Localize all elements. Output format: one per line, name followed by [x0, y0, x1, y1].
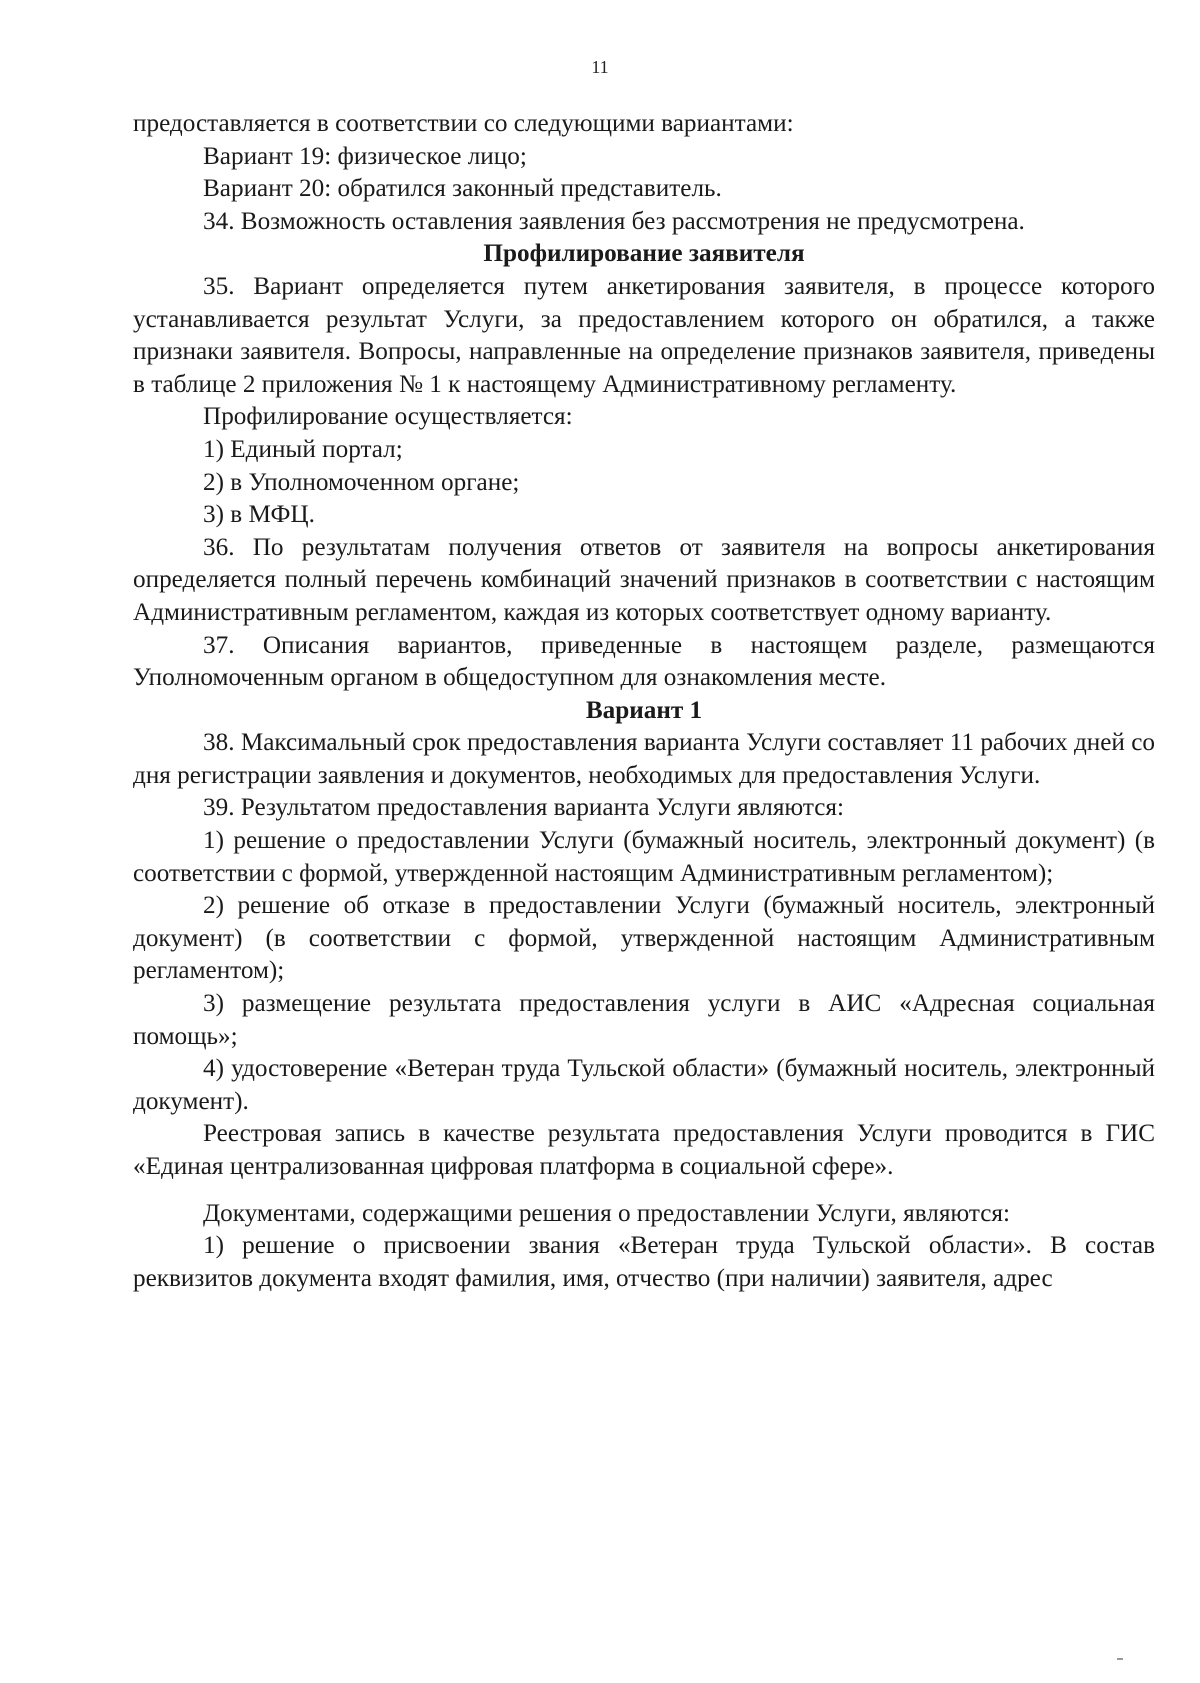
paragraph: Вариант 20: обратился законный представитель. — [203, 175, 722, 203]
list-item: 2) решение об отказе в предоставлении Услуги (бумажный носитель, электронный документ) (в соответствии с формой, утвержденной настоящим Административным регламентом); — [133, 892, 1155, 985]
document-body — [133, 108, 1155, 1295]
section-heading: Профилирование заявителя — [483, 240, 805, 268]
scan-speck — [1117, 1658, 1123, 1660]
list-item: 1) решение о присвоении звания «Ветеран труда Тульской области». В состав реквизитов документа входят фамилия, имя, отчество (при наличии) заявителя, адрес — [133, 1232, 1155, 1292]
paragraph: 39. Результатом предоставления варианта Услуги являются: — [203, 794, 844, 822]
paragraph: 38. Максимальный срок предоставления варианта Услуги составляет 11 рабочих дней со дня регистрации заявления и документов, необходимых для предоставления Услуги. — [133, 729, 1155, 789]
section-heading: Вариант 1 — [585, 696, 703, 724]
list-item: 1) Единый портал; — [203, 435, 403, 463]
paragraph: Документами, содержащими решения о предоставлении Услуги, являются: — [203, 1199, 1010, 1227]
paragraph: Вариант 19: физическое лицо; — [203, 142, 527, 170]
paragraph: 35. Вариант определяется путем анкетирования заявителя, в процессе которого устанавливается результат Услуги, за предоставлением которого он обратился, а также признаки заявителя. Вопросы, направленные на определение признаков заявителя, приведены в таблице 2 приложения № 1 к настоящему Административному регламенту. — [133, 272, 1155, 398]
paragraph: предоставляется в соответствии со следующими вариантами: — [133, 110, 794, 137]
list-item: 1) решение о предоставлении Услуги (бумажный носитель, электронный документ) (в соответствии с формой, утвержденной настоящим Административным регламентом); — [133, 827, 1155, 887]
paragraph: Реестровая запись в качестве результата предоставления Услуги проводится в ГИС «Единая централизованная цифровая платформа в социальной сфере». — [133, 1120, 1155, 1180]
list-item: 4) удостоверение «Ветеран труда Тульской области» (бумажный носитель, электронный документ). — [133, 1055, 1155, 1115]
paragraph: 34. Возможность оставления заявления без рассмотрения не предусмотрена. — [203, 207, 1025, 235]
paragraph: 37. Описания вариантов, приведенные в настоящем разделе, размещаются Уполномоченным органом в общедоступном для ознакомления месте. — [133, 631, 1155, 692]
paragraph: 36. По результатам получения ответов от заявителя на вопросы анкетирования определяется полный перечень комбинаций значений признаков в соответствии с настоящим Административным регламентом, каждая из которых соответствует одному варианту. — [133, 533, 1155, 626]
paragraph: Профилирование осуществляется: — [203, 403, 573, 431]
list-item: 3) в МФЦ. — [203, 501, 315, 529]
list-item: 3) размещение результата предоставления услуги в АИС «Адресная социальная помощь»; — [133, 990, 1155, 1050]
page-number: 11 — [591, 57, 609, 77]
list-item: 2) в Уполномоченном органе; — [203, 468, 520, 496]
